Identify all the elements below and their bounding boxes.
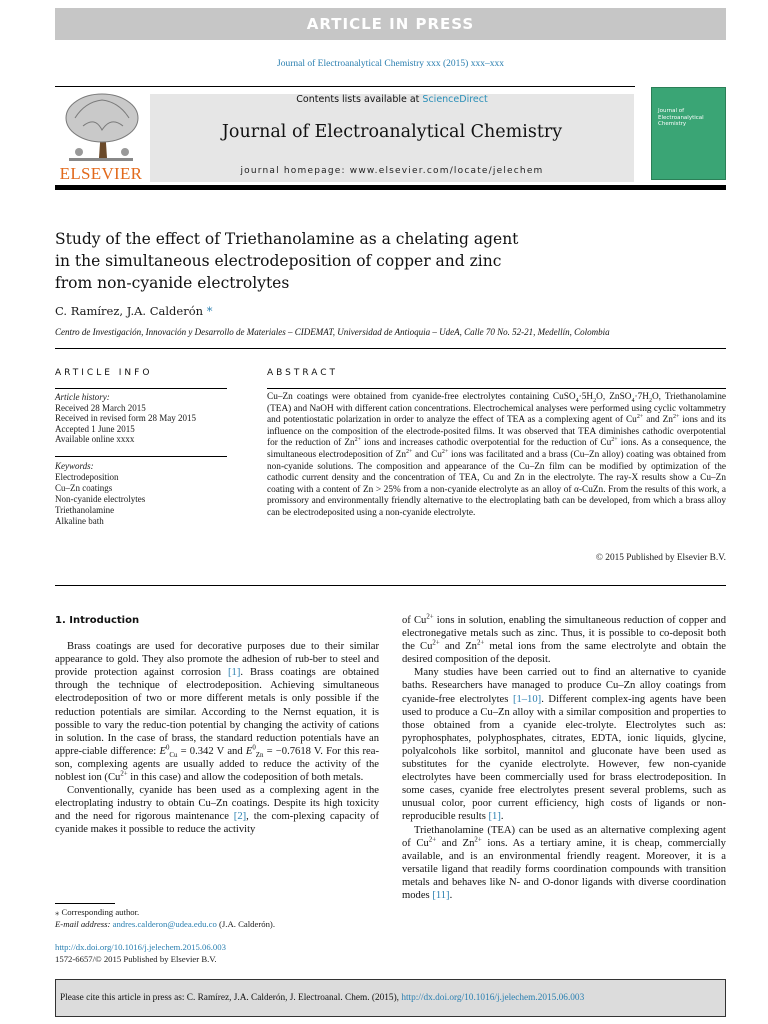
paragraph: of $Cu^{2+}$ ions in solution, enabling the simultaneous reduction of copper and electronegative metals such as zinc. Thus, it is possible to co-deposit both the $Cu^{2+}$ and $Zn^{2+}$ metal ions from the same electrolyte and obtain the desired composition of the deposit. (402, 613, 726, 666)
keywords-label: Keywords: (55, 461, 94, 471)
email-link[interactable]: andres.calderon@udea.edu.co (112, 918, 217, 929)
paragraph: Conventionally, cyanide has been used as a complexing agent in the electroplating industry to obtain Cu–Zn coatings. Despite its high toxicity and the need for rigorous maintenance [2], the com-plexing capacity of cyanide makes it possible to reduce the activity (55, 785, 379, 836)
footnote-rule (55, 903, 115, 904)
section-heading: 1. Introduction (55, 615, 140, 626)
title-line: in the simultaneous electrodeposition of copper and zinc (55, 252, 502, 270)
email-suffix: (J.A. Calderón). (216, 918, 275, 929)
author-names: C. Ramírez, J.A. Calderón (55, 304, 204, 318)
history-item: Accepted 1 June 2015 (55, 423, 135, 434)
contents-line (150, 94, 634, 105)
paragraph: Many studies have been carried out to find an alternative to cyanide baths. Researchers have managed to produce Cu–Zn alloy coatings from cyanide-free electrolytes [1–10]. Different complex-ing agents have been used to produce a Cu–Zn alloy with a similar composition and properties to those obtained from a cyanide elec-trolyte. Electrolytes such as: pyrophosphates, polyphosphates, citrates, EDTA, ionic liquids, glycine, polyalcohols like sorbitol, mannitol and gluconate have been used as substitutes for the cyanide electrolyte. However, few non-cyanide electrolytes have been commercially used for brass electrodeposition. In some cases, cyanide free electrolytes present several problems, such as unusual color, poor current efficiency, high costs of ligands or non-reproducible results [1]. (402, 667, 726, 823)
history-item: Received 28 March 2015 (55, 402, 146, 413)
citation-link[interactable]: [1–10] (512, 693, 542, 705)
cover-title: Journal of Electroanalytical Chemistry (658, 108, 704, 127)
section-rule (55, 348, 726, 349)
header-rule (55, 86, 635, 87)
article-title (55, 228, 615, 294)
title-line: from non-cyanide electrolytes (55, 274, 290, 292)
issn-line: 1572-6657/© 2015 Published by Elsevier B.V. (55, 953, 217, 964)
cite-this-article-box (55, 979, 726, 1017)
keywords-rule (55, 456, 227, 457)
citation-link[interactable]: [2] (233, 811, 247, 823)
abstract-copyright: © 2015 Published by Elsevier B.V. (595, 553, 726, 563)
history-item: Received in revised form 28 May 2015 (55, 413, 196, 424)
keyword: Alkaline bath (55, 515, 104, 526)
keyword: Electrodeposition (55, 471, 119, 482)
contents-prefix: Contents lists available at (296, 94, 423, 105)
cite-prefix: Please cite this article in press as: C. Ramírez, J.A. Calderón, J. Electroanal. Chem. (2015), (60, 993, 402, 1003)
corresponding-author-mark[interactable]: * (206, 304, 213, 318)
body-column-right (402, 614, 726, 902)
cite-doi-link[interactable]: http://dx.doi.org/10.1016/j.jelechem.2015.06.003 (401, 993, 585, 1003)
keywords (55, 461, 227, 526)
paragraph: Brass coatings are used for decorative purposes due to their similar appearance to gold. They also promote the adhesion of rub-ber to steel and provide protection against corrosion [1]. Brass coatings are obtained through the technique of electrodeposition. Achieving simultaneous electrodeposition of two or more different metals is only possible if the reduction potentials are similar. According to the Nernst equation, it is possible to vary the reduc-tion potential by changing the activity of cations in solution. In the case of brass, the standard reduction potentials have an appre-ciable difference: $E^0_{Cu} = 0.342$ V and $E^0_{Zn} = -0.7618$ V. For this rea-son, complexing agents are usually added to reduce the activity of the noblest ion ($Cu^{2+}$ in this case) and allow the codeposition of both metals. (55, 641, 379, 784)
keyword: Cu–Zn coatings (55, 482, 113, 493)
history-label: Article history: (55, 392, 110, 402)
footnote (55, 907, 275, 930)
authors (55, 304, 212, 318)
abstract-text: Cu–Zn coatings were obtained from cyanide-free electrolytes containing $CuSO_4\cdot 5H_2O$, $ZnSO_4\cdot 7H_2O$, Triethanolamine (TEA) and NaOH with different cation concentrations. Electrochemical analyses were performed using cyclic voltammetry and potentiostatic polarization in order to analyze the effect of TEA as a complexing agent of $Cu^{2+}$ and $Zn^{2+}$ ions and its influence on the composition of the electrode-posited films. It was observed that TEA diminishes cathodic overpotential for the reduction of $Zn^{2+}$ ions and increases cathodic overpotential for the reduction of $Cu^{2+}$ ions. As a consequence, the simultaneous electrodeposition of $Zn^{2+}$ and $Cu^{2+}$ ions was facilitated and a brass (Cu–Zn alloy) coating was obtained from non-cyanide solutions. The composition and appearance of the Cu–Zn film can be modified by optimization of the cathodic current density and the concentration of TEA, Cu and Zn in the electrolyte. The ray-X results show a Cu–Zn coating with a content of Zn > 25% from a non-cyanide electrolyte as an alloy of α-CuZn. From the results of this work, a promissory and environmentally friendly alternative to the electroplating bath can be developed, from which a brass alloy can be electrodeposited using a non-cyanide electrolyte. (267, 392, 727, 518)
journal-homepage[interactable]: journal homepage: www.elsevier.com/locate/jelechem (240, 166, 544, 176)
sciencedirect-link[interactable]: ScienceDirect (422, 94, 488, 105)
keyword: Triethanolamine (55, 504, 115, 515)
citation-link[interactable]: [1] (488, 811, 501, 823)
abstract-heading: ABSTRACT (267, 368, 339, 378)
corresponding-author-note: ⁎ Corresponding author. (55, 907, 140, 917)
doi-block (55, 942, 226, 965)
email-line (55, 919, 275, 931)
article-history (55, 392, 227, 445)
citation-link[interactable]: [11] (432, 889, 450, 901)
journal-title: Journal of Electroanalytical Chemistry (221, 122, 563, 142)
masthead-thick-rule (55, 185, 726, 190)
article-info-heading: ARTICLE INFO (55, 368, 153, 378)
title-line: Study of the effect of Triethanolamine as a chelating agent (55, 230, 519, 248)
elsevier-logo-text: ELSEVIER (59, 164, 143, 183)
section-rule-2 (55, 585, 726, 586)
body-column-left (55, 614, 379, 837)
email-label: E-mail address: (55, 918, 113, 929)
citation-link[interactable]: [1] (228, 667, 241, 679)
doi-link[interactable]: http://dx.doi.org/10.1016/j.jelechem.2015.06.003 (55, 942, 226, 952)
article-info-rule (55, 388, 227, 389)
journal-cite-line[interactable]: Journal of Electroanalytical Chemistry xxx (2015) xxx–xxx (277, 59, 504, 69)
paragraph: Triethanolamine (TEA) can be used as an alternative complexing agent of $Cu^{2+}$ and $Zn^{2+}$ ions. As a tertiary amine, it is cheap, commercially available, and is an environmental friendly reagent. Moreover, it is a versatile ligand that readily forms coordination compounds with transition metals and behaves like N- and O-donor ligands with diverse coordination modes [11]. (402, 824, 726, 901)
history-item: Available online xxxx (55, 434, 135, 445)
affiliation: Centro de Investigación, Innovación y Desarrollo de Materiales – CIDEMAT, Universidad de Antioquia – UdeA, Calle 70 No. 52-21, Medellín, Colombia (55, 327, 610, 337)
journal-cover-image (651, 87, 726, 180)
article-in-press-banner: ARTICLE IN PRESS (55, 8, 726, 40)
abstract-rule (267, 388, 726, 389)
keyword: Non-cyanide electrolytes (55, 493, 146, 504)
